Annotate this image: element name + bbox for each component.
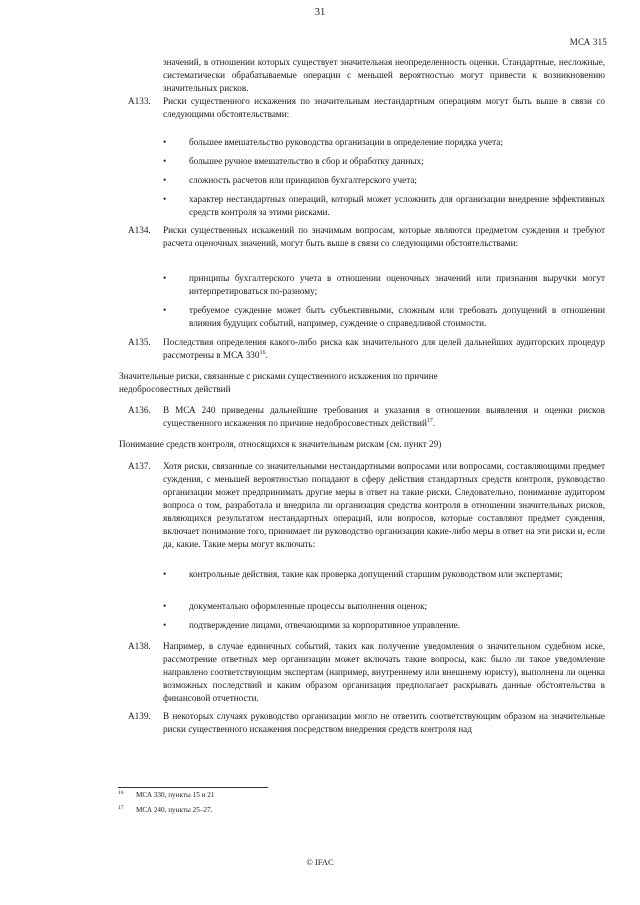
- bullet-icon: •: [163, 175, 167, 185]
- bullet-icon: •: [163, 569, 167, 579]
- list-item: • сложность расчетов или принципов бухгалтерского учета;: [163, 175, 417, 185]
- footnote-divider: [118, 787, 268, 788]
- bullet-icon: •: [163, 601, 167, 611]
- paragraph-text: Хотя риски, связанные со значительными нестандартными вопросами или вопросами, составляющими предмет суждения, с меньшей вероятностью попадают в сферу действия стандартных средств контроля, руководство организации может предпринимать другие меры в ответ на такие риски. Следовательно, понимание аудитором вопроса о том, разработала и внедрила ли организация средства контроля в отношении значительных рисков, являющихся результатом нестандартных операций, или вопросов, которые составляют предмет суждения, включает понимание того, принимает ли руководство организации какие-либо меры в ответ на эти риски и, если да, какие. Такие меры могут включать:: [163, 461, 605, 549]
- list-item: • принципы бухгалтерского учета в отношении оценочных значений или признания выручки могут интерпретироваться по-разному;: [163, 273, 605, 296]
- paragraph-text: В некоторых случаях руководство организации могло не ответить соответствующим образом на значительные риски существенного искажения посредством внедрения средств контроля над: [163, 711, 605, 734]
- footnote-mark: 17: [118, 805, 124, 811]
- list-item: • большее вмешательство руководства организации в определение порядка учета;: [163, 137, 503, 147]
- page-number: 31: [314, 7, 326, 18]
- footnote-ref: 17: [426, 418, 433, 424]
- paragraph-number: A137.: [128, 461, 151, 471]
- paragraph-a133: [128, 95, 605, 121]
- paragraph-text: Риски существенных искажений по значимым вопросам, которые являются предметом суждения и требуют расчета оценочных значений, могут быть выше в связи со следующими обстоятельствами:: [163, 225, 605, 248]
- footnote-ref: 16: [259, 350, 266, 356]
- bullet-icon: •: [163, 273, 167, 283]
- running-head: МСА 315: [569, 37, 607, 47]
- list-item: • подтверждение лицами, отвечающими за корпоративное управление.: [163, 620, 460, 630]
- footnote: [118, 790, 418, 800]
- footnote-text: МСА 330, пункты 15 и 21: [136, 791, 215, 799]
- paragraph-a139: [128, 710, 605, 736]
- bullet-icon: •: [163, 194, 167, 204]
- list-item: • большее ручное вмешательство в сбор и обработку данных;: [163, 156, 424, 166]
- section-heading-fraud: Значительные риски, связанные с рисками существенного искажения по причине недобросовестных действий: [119, 371, 438, 394]
- paragraph-text: Последствия определения какого-либо риска как значительного для целей дальнейших аудиторских процедур рассмотрены в МСА $330^{16}$.: [163, 337, 605, 360]
- paragraph-text: Например, в случае единичных событий, таких как получение уведомления о значительном судебном иске, рассмотрение ответных мер организации может включать такие вопросы, как: было ли такое уведомление направлено соответствующим экспертам (например, внутреннему или внешнему юристу), выполнена ли оценка возможных последствий и каким образом организация предполагает раскрывать данные обстоятельства в финансовой отчетности.: [163, 641, 605, 703]
- bullet-icon: •: [163, 305, 167, 315]
- paragraph-text: Риски существенного искажения по значительным нестандартным операциям могут быть выше в связи со следующими обстоятельствами:: [163, 96, 605, 119]
- paragraph-a137: [128, 460, 605, 551]
- paragraph-a138: [128, 640, 605, 705]
- footnote: [118, 805, 418, 815]
- paragraph-a136: [128, 404, 605, 430]
- paragraph-text: В МСА 240 приведены дальнейшие требования и указания в отношении выявления и оценки рисков существенного искажения по причине недобросовестных действий$^{17}$.: [163, 405, 605, 428]
- paragraph-number: A139.: [128, 711, 151, 721]
- bullet-icon: •: [163, 156, 167, 166]
- section-heading-controls: Понимание средств контроля, относящихся к значительным рискам (см. пункт 29): [119, 439, 442, 449]
- paragraph-number: A133.: [128, 96, 151, 106]
- paragraph-number: A138.: [128, 641, 151, 651]
- paragraph-number: A136.: [128, 405, 151, 415]
- paragraph-a134: [128, 224, 605, 250]
- intro-continuation: значений, в отношении которых существует значительная неопределенность оценки. Стандартные, несложные, систематически обрабатываемые операции с меньшей вероятностью могут привести к возникновению значительных рисков.: [163, 57, 605, 93]
- paragraph-number: A134.: [128, 225, 151, 235]
- paragraph-number: A135.: [128, 337, 151, 347]
- list-item: • документально оформленные процессы выполнения оценок;: [163, 601, 428, 611]
- list-item: • требуемое суждение может быть субъективными, сложным или требовать допущений в отношении влияния будущих событий, например, суждение о справедливой стоимости.: [163, 305, 605, 328]
- footnote-mark: 16: [118, 790, 124, 796]
- bullet-icon: •: [163, 137, 167, 147]
- list-item: • характер нестандартных операций, который может усложнить для организации внедрение эффективных средств контроля за этими рисками.: [163, 194, 605, 217]
- list-item: • контрольные действия, такие как проверка допущений старшим руководством или экспертами;: [163, 569, 563, 579]
- bullet-icon: •: [163, 620, 167, 630]
- paragraph-a135: [128, 336, 605, 362]
- footer-copyright: © IFAC: [306, 857, 334, 867]
- footnote-text: МСА 240, пункты 25–27.: [136, 806, 213, 814]
